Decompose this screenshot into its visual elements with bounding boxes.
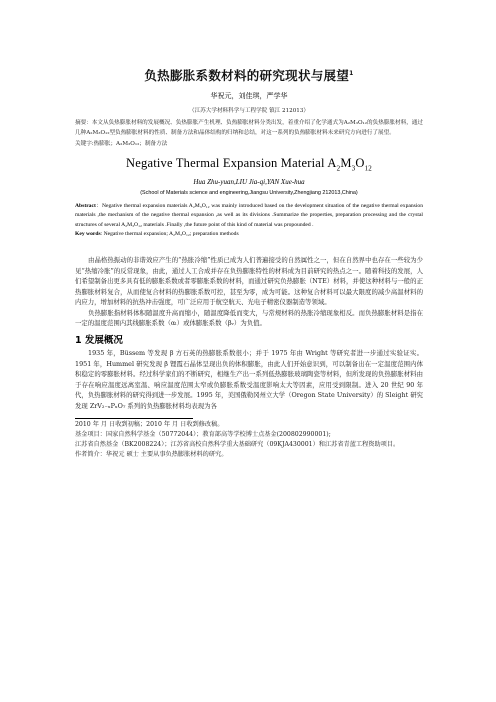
- chinese-title: 负热膨胀系数材料的研究现状与展望$^1$: [144, 68, 354, 83]
- english-affiliation: (School of Materials science and engineering,Jiangsu University,Zhengjiang 212013,China): [140, 189, 358, 196]
- chinese-affiliation: （江苏大学材料科学与工程学院 镇江 212013）: [188, 108, 309, 114]
- english-authors: Hua Zhu-yuan,LIU Jia-qi,YAN Xue-hua: [193, 177, 305, 186]
- body-paragraph: 由晶格热振动的非谐效应产生的“热胀冷缩”性质已成为人们普遍接受的自然属性之一，但在自然界中也存在一些较为少见“热缩冷胀”的反常现象，由此，通过人工合成并存在负热膨胀特性的材料成为目前研究的热点之一。随着科技的发展，人们希望制备出更多具有低的膨胀系数或者零膨胀系数的材料，而通过研究负热膨胀（NTE）材料，并使这种材料与一般的正热膨胀材料复合，从而使复合材料的热膨胀系数可控，甚至为零，成为可能。这种复合材料可以最大限度的减少高温材料的内应力，增加材料的抗热冲击强度，可广泛应用于航空航天、光电子精密仪器制造等领域。: [75, 255, 423, 307]
- footnote-fund: 江苏省自然基金（BK2008224）；江苏省高校自然科学重大基础研究（09KJA430001）和江苏省青蓝工程资助项目。: [75, 441, 400, 449]
- body-paragraph: 1935 年，Büssem 等发现 β 方石英的热膨胀系数很小；并于 1975 年由 Wright 等研究者进一步通过实验证实。1951 年，Hummel 研究发现 β 锂霞石晶体呈现出负的体积膨胀，由此人们开始意识到，可以制备出在一定温度范围内体积稳定的零膨胀材料。经过科学家们的不断研究，相继生产出一系列低热膨胀玻璃陶瓷等材料，但所发现的负热膨胀材料由于存在响应温度远离室温、响应温度范围太窄或负膨胀系数受温度影响太大等因素，应用受到限制。进入 20 世纪 90 年代，负热膨胀材料的研究得到进一步发展。1995 年，美国俄勒冈州立大学（Oregon State University）的 Sleight 研究发现 ZrV₂₋ₓPₓO₇ 系列的负热膨胀材料均表现为各: [75, 349, 423, 411]
- footnotes: [75, 420, 423, 461]
- title-footnote-marker: 1: [349, 69, 354, 77]
- section-heading: 1 发展概况: [75, 335, 123, 347]
- english-title: Negative Thermal Expansion Material $A_2M_3O_{12}$: [126, 156, 372, 173]
- body-paragraph: 负热膨胀指材料体积随温度升高而缩小，随温度降低而变大，与常规材料的热胀冷缩现象相反。而负热膨胀材料是指在一定的温度范围内其线膨胀系数（αₗ）或体膨胀系数（βᵥ）为负值。: [75, 308, 423, 328]
- english-keywords: Key words: Negative thermal expansion; A₂M₃O₁₂; preparation methods: [75, 230, 239, 237]
- paper-page: [75, 60, 423, 460]
- footnote-author: 作者简介：华祝元 硕士 主要从事负热膨胀材料的研究。: [75, 451, 228, 459]
- chinese-keywords: 关键字:热膨胀；A₂M₃O₁₂；制备方法: [75, 141, 168, 148]
- footnote-received: 2010 年 月 日收到初稿；2010 年 月 日收到修改稿。: [75, 420, 224, 428]
- chinese-authors: 华祝元，刘佳琪，严学华: [210, 92, 288, 100]
- chinese-abstract: 摘要：本文从负热膨胀材料的发展概况、负热膨胀产生机理、负热膨胀材料分类出发，着重介绍了化学通式为A₂M₃O₁₂的负热膨胀材料，通过几种A₂M₃O₁₂型负热膨胀材料的性质、制备方法和晶体结构的归纳和总结，对这一系列的负热膨胀材料未来研究方向进行了展望。: [75, 120, 423, 136]
- english-abstract: Abstract：Negative thermal expansion materials A₂M₃O₁₂ was mainly introduced based on the development situation of the negative thermal expansion materials ,the mechanism of the negative thermal expansion ,as well as its divisions .Summarize the properties, preparation processing and the crystal structures of several A₂M₃O₁₂ materials .Finally ,the future point of this kind of material was propounded .: [75, 202, 423, 228]
- footnote-fund: 基金项目：国家自然科学基金（50772044）；教育部高等学校博士点基金(200802990001);: [75, 430, 331, 438]
- footnote-divider: [75, 418, 193, 419]
